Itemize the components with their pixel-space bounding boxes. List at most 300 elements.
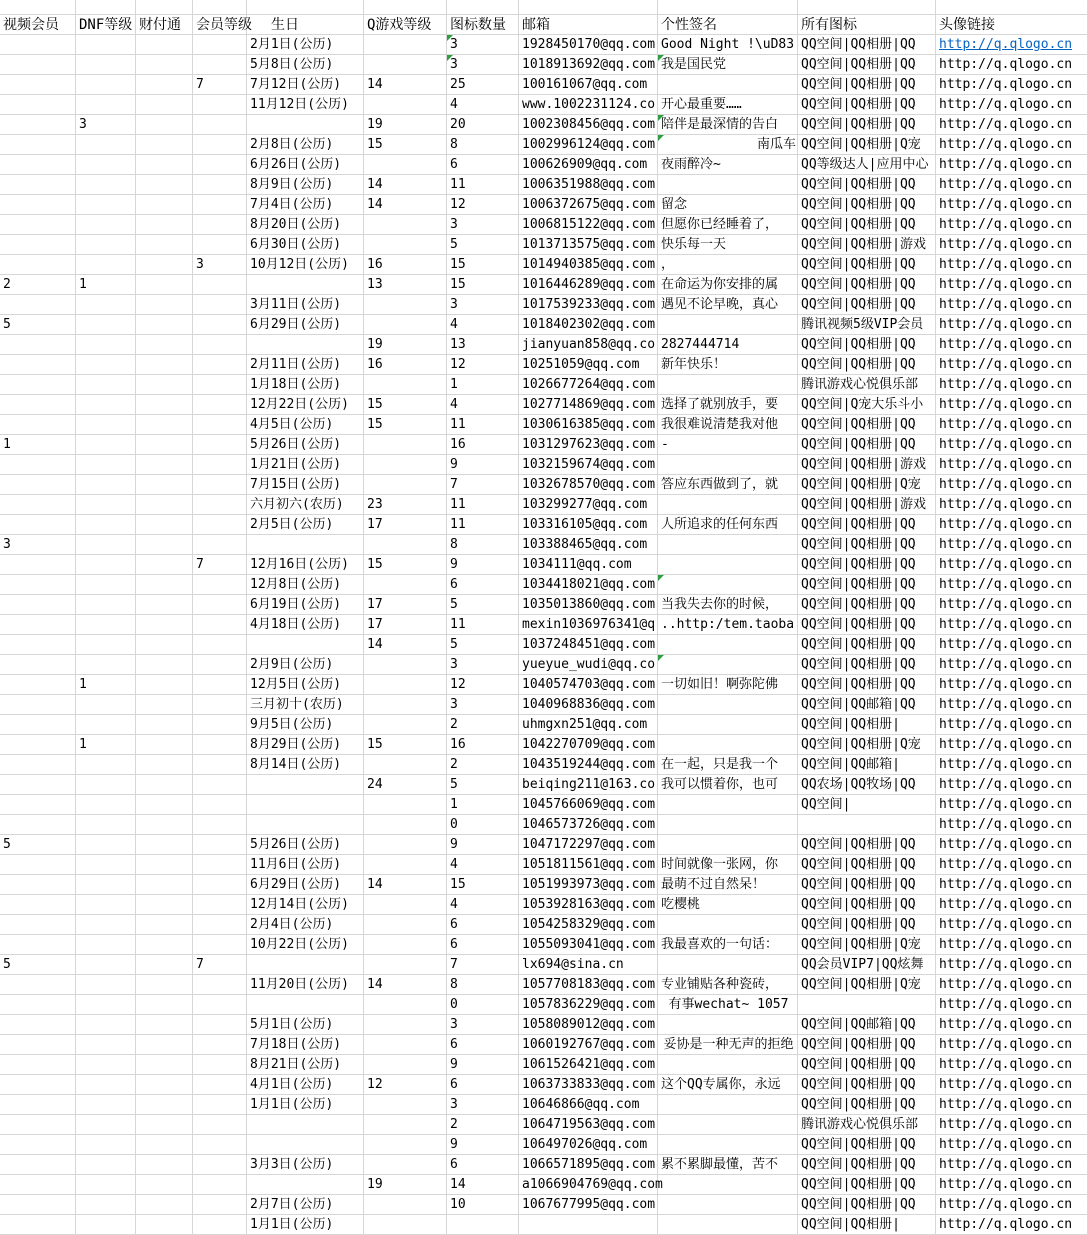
- cell-icon-count[interactable]: [447, 75, 519, 95]
- cell-vip-level[interactable]: [193, 1195, 247, 1215]
- cell-avatar-link[interactable]: [936, 635, 1088, 655]
- cell-dnf-level[interactable]: [76, 135, 136, 155]
- cell-vip-level[interactable]: [193, 355, 247, 375]
- cell-birthday[interactable]: [247, 995, 364, 1015]
- cell-all-icons[interactable]: [798, 335, 936, 355]
- cell-video-vip[interactable]: [0, 315, 76, 335]
- cell-icon-count[interactable]: [447, 635, 519, 655]
- cell-birthday[interactable]: [247, 475, 364, 495]
- cell-signature[interactable]: [658, 975, 798, 995]
- cell-vip-level[interactable]: [193, 475, 247, 495]
- cell-dnf-level[interactable]: [76, 775, 136, 795]
- cell-birthday[interactable]: [247, 215, 364, 235]
- cell-signature[interactable]: [658, 115, 798, 135]
- cell-vip-level[interactable]: [193, 215, 247, 235]
- cell-icon-count[interactable]: [447, 395, 519, 415]
- cell-birthday[interactable]: [247, 455, 364, 475]
- cell-all-icons[interactable]: [798, 455, 936, 475]
- cell-tenpay[interactable]: [136, 895, 193, 915]
- cell-tenpay[interactable]: [136, 855, 193, 875]
- cell-tenpay[interactable]: [136, 75, 193, 95]
- cell-icon-count[interactable]: [447, 675, 519, 695]
- cell-avatar-link[interactable]: [936, 915, 1088, 935]
- cell-qgame-level[interactable]: [364, 955, 447, 975]
- cell-tenpay[interactable]: [136, 335, 193, 355]
- cell-video-vip[interactable]: [0, 1195, 76, 1215]
- cell-email[interactable]: [519, 395, 658, 415]
- cell-dnf-level[interactable]: [76, 1195, 136, 1215]
- cell-all-icons[interactable]: [798, 515, 936, 535]
- cell-tenpay[interactable]: [136, 235, 193, 255]
- cell-email[interactable]: [519, 55, 658, 75]
- column-header-dnf-level[interactable]: DNF等级: [76, 15, 136, 35]
- cell-all-icons[interactable]: [798, 675, 936, 695]
- cell-vip-level[interactable]: [193, 795, 247, 815]
- cell-birthday[interactable]: [247, 835, 364, 855]
- cell-birthday[interactable]: [247, 295, 364, 315]
- cell-icon-count[interactable]: [447, 1175, 519, 1195]
- cell-icon-count[interactable]: [447, 255, 519, 275]
- cell-video-vip[interactable]: [0, 595, 76, 615]
- cell-video-vip[interactable]: [0, 715, 76, 735]
- cell-tenpay[interactable]: [136, 475, 193, 495]
- cell-avatar-link[interactable]: [936, 615, 1088, 635]
- cell-vip-level[interactable]: [193, 595, 247, 615]
- cell-all-icons[interactable]: [798, 55, 936, 75]
- cell-birthday[interactable]: [247, 595, 364, 615]
- cell-email[interactable]: [519, 655, 658, 675]
- cell-video-vip[interactable]: [0, 1115, 76, 1135]
- cell-video-vip[interactable]: [0, 35, 76, 55]
- cell-email[interactable]: [519, 935, 658, 955]
- cell-video-vip[interactable]: [0, 855, 76, 875]
- cell-tenpay[interactable]: [136, 775, 193, 795]
- cell-dnf-level[interactable]: [76, 695, 136, 715]
- cell-tenpay[interactable]: [136, 875, 193, 895]
- cell-tenpay[interactable]: [136, 795, 193, 815]
- cell-birthday[interactable]: [247, 1175, 364, 1195]
- cell-all-icons[interactable]: [798, 195, 936, 215]
- cell-qgame-level[interactable]: [364, 815, 447, 835]
- cell-icon-count[interactable]: [447, 575, 519, 595]
- column-header-birthday[interactable]: 生日: [247, 15, 364, 35]
- cell-qgame-level[interactable]: [364, 275, 447, 295]
- cell-signature[interactable]: [658, 275, 798, 295]
- cell-avatar-link[interactable]: [936, 735, 1088, 755]
- cell-tenpay[interactable]: [136, 915, 193, 935]
- cell-icon-count[interactable]: [447, 235, 519, 255]
- cell-birthday[interactable]: [247, 335, 364, 355]
- cell-email[interactable]: [519, 555, 658, 575]
- cell-clipped-signature[interactable]: [658, 0, 798, 15]
- cell-vip-level[interactable]: [193, 875, 247, 895]
- cell-video-vip[interactable]: [0, 475, 76, 495]
- cell-avatar-link[interactable]: [936, 415, 1088, 435]
- cell-tenpay[interactable]: [136, 595, 193, 615]
- cell-signature[interactable]: [658, 595, 798, 615]
- cell-signature[interactable]: [658, 255, 798, 275]
- cell-vip-level[interactable]: [193, 1015, 247, 1035]
- cell-qgame-level[interactable]: [364, 535, 447, 555]
- cell-vip-level[interactable]: [193, 1055, 247, 1075]
- cell-all-icons[interactable]: [798, 1035, 936, 1055]
- cell-vip-level[interactable]: [193, 455, 247, 475]
- cell-icon-count[interactable]: [447, 175, 519, 195]
- cell-avatar-link[interactable]: [936, 995, 1088, 1015]
- cell-birthday[interactable]: [247, 395, 364, 415]
- cell-avatar-link[interactable]: [936, 855, 1088, 875]
- cell-dnf-level[interactable]: [76, 475, 136, 495]
- cell-qgame-level[interactable]: [364, 355, 447, 375]
- cell-all-icons[interactable]: [798, 1095, 936, 1115]
- cell-qgame-level[interactable]: [364, 795, 447, 815]
- cell-icon-count[interactable]: [447, 615, 519, 635]
- cell-avatar-link[interactable]: [936, 535, 1088, 555]
- cell-clipped-icon-count[interactable]: [447, 0, 519, 15]
- cell-all-icons[interactable]: [798, 655, 936, 675]
- cell-dnf-level[interactable]: [76, 1115, 136, 1135]
- cell-avatar-link[interactable]: [936, 935, 1088, 955]
- cell-email[interactable]: [519, 255, 658, 275]
- cell-qgame-level[interactable]: [364, 95, 447, 115]
- cell-icon-count[interactable]: [447, 895, 519, 915]
- cell-video-vip[interactable]: [0, 195, 76, 215]
- cell-birthday[interactable]: [247, 1035, 364, 1055]
- cell-vip-level[interactable]: [193, 975, 247, 995]
- cell-birthday[interactable]: [247, 1075, 364, 1095]
- cell-avatar-link[interactable]: [936, 715, 1088, 735]
- cell-vip-level[interactable]: [193, 715, 247, 735]
- cell-icon-count[interactable]: [447, 135, 519, 155]
- cell-all-icons[interactable]: [798, 995, 936, 1015]
- cell-all-icons[interactable]: [798, 155, 936, 175]
- cell-birthday[interactable]: [247, 355, 364, 375]
- cell-vip-level[interactable]: [193, 955, 247, 975]
- cell-avatar-link[interactable]: [936, 575, 1088, 595]
- cell-vip-level[interactable]: [193, 295, 247, 315]
- cell-icon-count[interactable]: [447, 195, 519, 215]
- cell-vip-level[interactable]: [193, 1175, 247, 1195]
- cell-birthday[interactable]: [247, 255, 364, 275]
- cell-dnf-level[interactable]: [76, 895, 136, 915]
- cell-qgame-level[interactable]: [364, 695, 447, 715]
- cell-avatar-link[interactable]: [936, 275, 1088, 295]
- cell-tenpay[interactable]: [136, 395, 193, 415]
- cell-clipped-tenpay[interactable]: [136, 0, 193, 15]
- cell-clipped-birthday[interactable]: [247, 0, 364, 15]
- cell-video-vip[interactable]: [0, 575, 76, 595]
- cell-signature[interactable]: [658, 135, 798, 155]
- cell-avatar-link[interactable]: [936, 1155, 1088, 1175]
- cell-qgame-level[interactable]: [364, 1135, 447, 1155]
- cell-qgame-level[interactable]: [364, 235, 447, 255]
- cell-video-vip[interactable]: [0, 455, 76, 475]
- cell-birthday[interactable]: [247, 715, 364, 735]
- cell-dnf-level[interactable]: [76, 255, 136, 275]
- cell-video-vip[interactable]: [0, 535, 76, 555]
- cell-dnf-level[interactable]: [76, 855, 136, 875]
- cell-vip-level[interactable]: [193, 855, 247, 875]
- cell-birthday[interactable]: [247, 735, 364, 755]
- cell-clipped-avatar-link[interactable]: [936, 0, 1088, 15]
- cell-vip-level[interactable]: [193, 935, 247, 955]
- cell-vip-level[interactable]: [193, 815, 247, 835]
- cell-avatar-link[interactable]: [936, 1175, 1088, 1195]
- cell-icon-count[interactable]: [447, 95, 519, 115]
- cell-tenpay[interactable]: [136, 535, 193, 555]
- cell-qgame-level[interactable]: [364, 555, 447, 575]
- cell-dnf-level[interactable]: [76, 915, 136, 935]
- cell-video-vip[interactable]: [0, 1075, 76, 1095]
- cell-qgame-level[interactable]: [364, 1015, 447, 1035]
- cell-video-vip[interactable]: [0, 215, 76, 235]
- cell-avatar-link[interactable]: [936, 1015, 1088, 1035]
- cell-email[interactable]: [519, 835, 658, 855]
- cell-all-icons[interactable]: [798, 1155, 936, 1175]
- cell-email[interactable]: [519, 535, 658, 555]
- cell-dnf-level[interactable]: [76, 295, 136, 315]
- cell-icon-count[interactable]: [447, 1115, 519, 1135]
- cell-birthday[interactable]: [247, 575, 364, 595]
- cell-all-icons[interactable]: [798, 415, 936, 435]
- cell-tenpay[interactable]: [136, 935, 193, 955]
- cell-video-vip[interactable]: [0, 435, 76, 455]
- cell-email[interactable]: [519, 1215, 658, 1235]
- cell-video-vip[interactable]: [0, 395, 76, 415]
- cell-avatar-link[interactable]: [936, 155, 1088, 175]
- cell-icon-count[interactable]: [447, 495, 519, 515]
- cell-avatar-link[interactable]: [936, 95, 1088, 115]
- cell-video-vip[interactable]: [0, 1175, 76, 1195]
- cell-tenpay[interactable]: [136, 755, 193, 775]
- cell-qgame-level[interactable]: [364, 615, 447, 635]
- cell-qgame-level[interactable]: [364, 875, 447, 895]
- cell-signature[interactable]: [658, 355, 798, 375]
- cell-vip-level[interactable]: [193, 235, 247, 255]
- cell-dnf-level[interactable]: [76, 315, 136, 335]
- cell-avatar-link[interactable]: [936, 875, 1088, 895]
- cell-tenpay[interactable]: [136, 175, 193, 195]
- cell-tenpay[interactable]: [136, 1015, 193, 1035]
- cell-video-vip[interactable]: [0, 755, 76, 775]
- cell-vip-level[interactable]: [193, 135, 247, 155]
- cell-icon-count[interactable]: [447, 995, 519, 1015]
- cell-avatar-link[interactable]: [936, 1095, 1088, 1115]
- cell-signature[interactable]: [658, 915, 798, 935]
- cell-avatar-link[interactable]: [936, 975, 1088, 995]
- cell-signature[interactable]: [658, 495, 798, 515]
- cell-signature[interactable]: [658, 55, 798, 75]
- cell-dnf-level[interactable]: [76, 995, 136, 1015]
- cell-signature[interactable]: [658, 175, 798, 195]
- cell-birthday[interactable]: [247, 895, 364, 915]
- cell-all-icons[interactable]: [798, 535, 936, 555]
- cell-qgame-level[interactable]: [364, 115, 447, 135]
- cell-email[interactable]: [519, 175, 658, 195]
- cell-video-vip[interactable]: [0, 895, 76, 915]
- cell-all-icons[interactable]: [798, 735, 936, 755]
- cell-video-vip[interactable]: [0, 975, 76, 995]
- cell-email[interactable]: [519, 335, 658, 355]
- cell-dnf-level[interactable]: [76, 495, 136, 515]
- cell-icon-count[interactable]: [447, 55, 519, 75]
- cell-signature[interactable]: [658, 655, 798, 675]
- cell-icon-count[interactable]: [447, 295, 519, 315]
- cell-icon-count[interactable]: [447, 515, 519, 535]
- cell-email[interactable]: [519, 795, 658, 815]
- cell-signature[interactable]: [658, 1055, 798, 1075]
- cell-email[interactable]: [519, 435, 658, 455]
- cell-email[interactable]: [519, 235, 658, 255]
- cell-email[interactable]: [519, 195, 658, 215]
- cell-vip-level[interactable]: [193, 375, 247, 395]
- cell-all-icons[interactable]: [798, 1215, 936, 1235]
- cell-dnf-level[interactable]: [76, 195, 136, 215]
- cell-tenpay[interactable]: [136, 55, 193, 75]
- cell-dnf-level[interactable]: [76, 1055, 136, 1075]
- cell-birthday[interactable]: [247, 35, 364, 55]
- cell-all-icons[interactable]: [798, 955, 936, 975]
- cell-video-vip[interactable]: [0, 275, 76, 295]
- cell-tenpay[interactable]: [136, 1075, 193, 1095]
- cell-avatar-link[interactable]: [936, 695, 1088, 715]
- cell-tenpay[interactable]: [136, 435, 193, 455]
- cell-tenpay[interactable]: [136, 295, 193, 315]
- cell-icon-count[interactable]: [447, 735, 519, 755]
- cell-tenpay[interactable]: [136, 275, 193, 295]
- cell-video-vip[interactable]: [0, 235, 76, 255]
- cell-vip-level[interactable]: [193, 1115, 247, 1135]
- cell-avatar-link[interactable]: [936, 55, 1088, 75]
- cell-video-vip[interactable]: [0, 75, 76, 95]
- cell-email[interactable]: [519, 735, 658, 755]
- cell-video-vip[interactable]: [0, 295, 76, 315]
- cell-signature[interactable]: [658, 75, 798, 95]
- cell-signature[interactable]: [658, 635, 798, 655]
- cell-all-icons[interactable]: [798, 495, 936, 515]
- cell-icon-count[interactable]: [447, 475, 519, 495]
- cell-tenpay[interactable]: [136, 215, 193, 235]
- cell-vip-level[interactable]: [193, 35, 247, 55]
- cell-tenpay[interactable]: [136, 1215, 193, 1235]
- cell-birthday[interactable]: [247, 1155, 364, 1175]
- cell-qgame-level[interactable]: [364, 75, 447, 95]
- cell-video-vip[interactable]: [0, 335, 76, 355]
- cell-vip-level[interactable]: [193, 755, 247, 775]
- cell-vip-level[interactable]: [193, 1095, 247, 1115]
- cell-vip-level[interactable]: [193, 115, 247, 135]
- cell-vip-level[interactable]: [193, 915, 247, 935]
- cell-dnf-level[interactable]: [76, 1035, 136, 1055]
- cell-avatar-link[interactable]: [936, 1055, 1088, 1075]
- cell-dnf-level[interactable]: [76, 615, 136, 635]
- cell-avatar-link[interactable]: [936, 115, 1088, 135]
- column-header-tenpay[interactable]: 财付通: [136, 15, 193, 35]
- cell-birthday[interactable]: [247, 275, 364, 295]
- cell-qgame-level[interactable]: [364, 175, 447, 195]
- cell-qgame-level[interactable]: [364, 1035, 447, 1055]
- cell-all-icons[interactable]: [798, 615, 936, 635]
- cell-qgame-level[interactable]: [364, 295, 447, 315]
- cell-dnf-level[interactable]: [76, 95, 136, 115]
- cell-qgame-level[interactable]: [364, 1215, 447, 1235]
- cell-avatar-link[interactable]: [936, 815, 1088, 835]
- cell-signature[interactable]: [658, 1115, 798, 1135]
- cell-dnf-level[interactable]: [76, 235, 136, 255]
- cell-video-vip[interactable]: [0, 875, 76, 895]
- cell-email[interactable]: [519, 115, 658, 135]
- cell-tenpay[interactable]: [136, 655, 193, 675]
- cell-video-vip[interactable]: [0, 955, 76, 975]
- cell-email[interactable]: [519, 955, 658, 975]
- cell-all-icons[interactable]: [798, 635, 936, 655]
- cell-tenpay[interactable]: [136, 1135, 193, 1155]
- cell-email[interactable]: [519, 1015, 658, 1035]
- cell-dnf-level[interactable]: [76, 1155, 136, 1175]
- cell-qgame-level[interactable]: [364, 455, 447, 475]
- cell-birthday[interactable]: [247, 955, 364, 975]
- cell-qgame-level[interactable]: [364, 595, 447, 615]
- cell-avatar-link[interactable]: [936, 315, 1088, 335]
- cell-avatar-link[interactable]: [936, 75, 1088, 95]
- cell-icon-count[interactable]: [447, 595, 519, 615]
- cell-tenpay[interactable]: [136, 415, 193, 435]
- cell-all-icons[interactable]: [798, 695, 936, 715]
- cell-video-vip[interactable]: [0, 1215, 76, 1235]
- cell-email[interactable]: [519, 1175, 663, 1195]
- cell-birthday[interactable]: [247, 1115, 364, 1135]
- column-header-vip-level[interactable]: 会员等级: [193, 15, 247, 35]
- cell-dnf-level[interactable]: [76, 1015, 136, 1035]
- cell-email[interactable]: [519, 1095, 658, 1115]
- cell-icon-count[interactable]: [447, 835, 519, 855]
- cell-all-icons[interactable]: [798, 95, 936, 115]
- cell-tenpay[interactable]: [136, 355, 193, 375]
- cell-qgame-level[interactable]: [364, 775, 447, 795]
- cell-email[interactable]: [519, 95, 658, 115]
- cell-avatar-link[interactable]: [936, 675, 1088, 695]
- cell-signature[interactable]: [658, 515, 798, 535]
- cell-signature[interactable]: [658, 615, 798, 635]
- cell-tenpay[interactable]: [136, 1115, 193, 1135]
- cell-video-vip[interactable]: [0, 555, 76, 575]
- cell-dnf-level[interactable]: [76, 735, 136, 755]
- cell-dnf-level[interactable]: [76, 815, 136, 835]
- cell-birthday[interactable]: [247, 415, 364, 435]
- cell-all-icons[interactable]: [798, 1115, 936, 1135]
- cell-icon-count[interactable]: [447, 375, 519, 395]
- cell-all-icons[interactable]: [798, 135, 936, 155]
- cell-all-icons[interactable]: [798, 815, 936, 835]
- cell-qgame-level[interactable]: [364, 635, 447, 655]
- cell-avatar-link[interactable]: [936, 595, 1088, 615]
- cell-avatar-link[interactable]: [936, 235, 1088, 255]
- cell-tenpay[interactable]: [136, 135, 193, 155]
- cell-dnf-level[interactable]: [76, 535, 136, 555]
- cell-icon-count[interactable]: [447, 455, 519, 475]
- cell-birthday[interactable]: [247, 535, 364, 555]
- cell-qgame-level[interactable]: [364, 675, 447, 695]
- cell-birthday[interactable]: [247, 815, 364, 835]
- cell-avatar-link[interactable]: [936, 655, 1088, 675]
- cell-dnf-level[interactable]: [76, 55, 136, 75]
- cell-email[interactable]: [519, 75, 658, 95]
- cell-video-vip[interactable]: [0, 1095, 76, 1115]
- cell-qgame-level[interactable]: [364, 1075, 447, 1095]
- cell-signature[interactable]: [658, 1135, 798, 1155]
- cell-avatar-link[interactable]: [936, 355, 1088, 375]
- cell-dnf-level[interactable]: [76, 515, 136, 535]
